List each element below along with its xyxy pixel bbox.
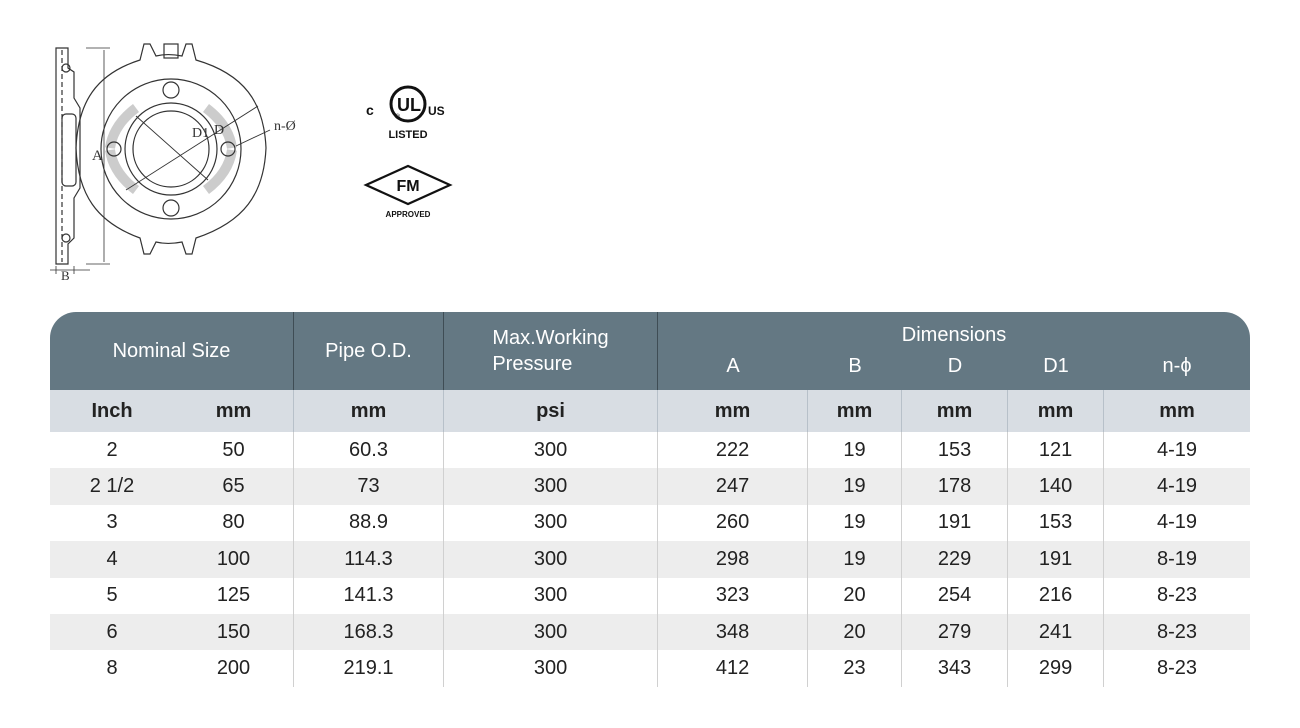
cell-d: 178 (902, 468, 1008, 504)
cell-a: 412 (658, 650, 808, 686)
table-row (50, 432, 1250, 468)
unit-mm-b: mm (808, 390, 902, 432)
front-view-outer-ring (101, 79, 241, 219)
cell-d: 343 (902, 650, 1008, 686)
front-view-bore (133, 111, 209, 187)
unit-mm-n: mm (1104, 390, 1250, 432)
cell-inch: 6 (50, 614, 174, 650)
cell-psi: 300 (444, 614, 658, 650)
header-dimensions: Dimensions (658, 312, 1250, 349)
cell-a: 323 (658, 578, 808, 614)
cell-psi: 300 (444, 505, 658, 541)
cell-a: 247 (658, 468, 808, 504)
units-row (50, 390, 1250, 432)
header-dim-a: A (658, 349, 808, 390)
flange-technical-drawing (40, 38, 340, 283)
cell-d: 191 (902, 505, 1008, 541)
unit-mm-nominal: mm (174, 390, 294, 432)
table-row (50, 650, 1250, 686)
header-dim-d: D (902, 349, 1008, 390)
cell-b: 19 (808, 468, 902, 504)
cell-b: 20 (808, 578, 902, 614)
cell-od: 114.3 (294, 541, 444, 577)
cell-inch: 2 1/2 (50, 468, 174, 504)
cell-psi: 300 (444, 541, 658, 577)
cell-mm: 125 (174, 578, 294, 614)
cell-d1: 191 (1008, 541, 1104, 577)
ul-us-text: US (428, 104, 445, 118)
unit-mm-d: mm (902, 390, 1008, 432)
cell-psi: 300 (444, 578, 658, 614)
header-max-working-line1: Max.Working (492, 327, 609, 349)
table-row (50, 614, 1250, 650)
front-view-body (76, 44, 266, 254)
specification-table (50, 312, 1250, 687)
cell-d: 279 (902, 614, 1008, 650)
fm-approved-text: APPROVED (385, 210, 431, 219)
cell-inch: 2 (106, 438, 118, 461)
cell-od: 141.3 (294, 578, 444, 614)
ul-registered-mark: ® (395, 114, 401, 121)
cell-a: 348 (658, 614, 808, 650)
cell-b: 23 (808, 650, 902, 686)
fm-mark-text: FM (396, 178, 420, 195)
header-dim-d1: D1 (1008, 349, 1104, 390)
cell-b: 19 (808, 505, 902, 541)
header-dim-n-phi: n-ϕ (1104, 349, 1250, 390)
cell-inch: 8 (106, 657, 118, 680)
label-d1: D1 (192, 126, 210, 141)
unit-psi: psi (444, 390, 658, 432)
cell-od: 73 (294, 468, 444, 504)
bolt-hole-top (163, 82, 179, 98)
cell-d: 254 (902, 578, 1008, 614)
cell-mm: 200 (174, 650, 294, 686)
cell-d1: 153 (1008, 505, 1104, 541)
cell-inch: 3 (106, 511, 118, 534)
header-nominal-size: Nominal Size (50, 312, 294, 390)
ul-listed-logo (366, 87, 445, 141)
cell-psi: 300 (444, 432, 658, 468)
cell-a: 260 (658, 505, 808, 541)
label-d: D (214, 123, 225, 138)
label-b: B (61, 268, 70, 283)
cell-d: 229 (902, 541, 1008, 577)
unit-mm-a: mm (658, 390, 808, 432)
cell-d1: 299 (1008, 650, 1104, 686)
cell-od: 219.1 (294, 650, 444, 686)
header-pipe-od: Pipe O.D. (294, 312, 444, 390)
table-row (50, 505, 1250, 541)
header-max-working-pressure (444, 312, 658, 390)
cell-a: 298 (658, 541, 808, 577)
table-row (50, 541, 1250, 577)
cell-mm: 50 (174, 432, 294, 468)
side-view-gasket (62, 114, 76, 186)
header-dim-b: B (808, 349, 902, 390)
unit-mm-od: mm (294, 390, 444, 432)
cell-d1: 121 (1008, 432, 1104, 468)
cell-inch: 5 (106, 584, 118, 607)
cell-n: 8-19 (1104, 541, 1250, 577)
ul-c-text: c (366, 102, 374, 118)
cell-d1: 241 (1008, 614, 1104, 650)
fm-approved-logo (366, 166, 450, 219)
bolt-hole-bottom (163, 200, 179, 216)
cell-b: 20 (808, 614, 902, 650)
table-row (50, 468, 1250, 504)
cell-d1: 216 (1008, 578, 1104, 614)
ul-mark-text: UL (397, 95, 421, 115)
cell-psi: 300 (444, 468, 658, 504)
cell-d: 153 (902, 432, 1008, 468)
cell-n: 4-19 (1157, 511, 1198, 534)
label-a: A (92, 148, 103, 164)
cell-b: 19 (808, 541, 902, 577)
table-row (50, 578, 1250, 614)
cell-inch: 4 (50, 541, 174, 577)
label-n: n-Ø (274, 119, 296, 134)
certification-logos (360, 78, 460, 223)
cell-mm: 65 (174, 468, 294, 504)
cell-n: 8-23 (1157, 657, 1198, 680)
unit-mm-d1: mm (1008, 390, 1104, 432)
unit-inch: Inch (50, 390, 174, 432)
cell-od: 88.9 (294, 505, 444, 541)
cell-mm: 100 (174, 541, 294, 577)
cell-n: 4-19 (1104, 468, 1250, 504)
cell-d1: 140 (1008, 468, 1104, 504)
cell-od: 168.3 (294, 614, 444, 650)
cell-a: 222 (658, 432, 808, 468)
cell-mm: 80 (174, 505, 294, 541)
cell-n: 4-19 (1157, 438, 1198, 461)
cell-psi: 300 (444, 650, 658, 686)
cell-n: 8-23 (1157, 584, 1198, 607)
ul-listed-text: LISTED (388, 129, 428, 141)
header-max-working-line2: Pressure (492, 353, 573, 375)
cell-od: 60.3 (294, 432, 444, 468)
cell-mm: 150 (174, 614, 294, 650)
cell-n: 8-23 (1104, 614, 1250, 650)
cell-b: 19 (808, 432, 902, 468)
